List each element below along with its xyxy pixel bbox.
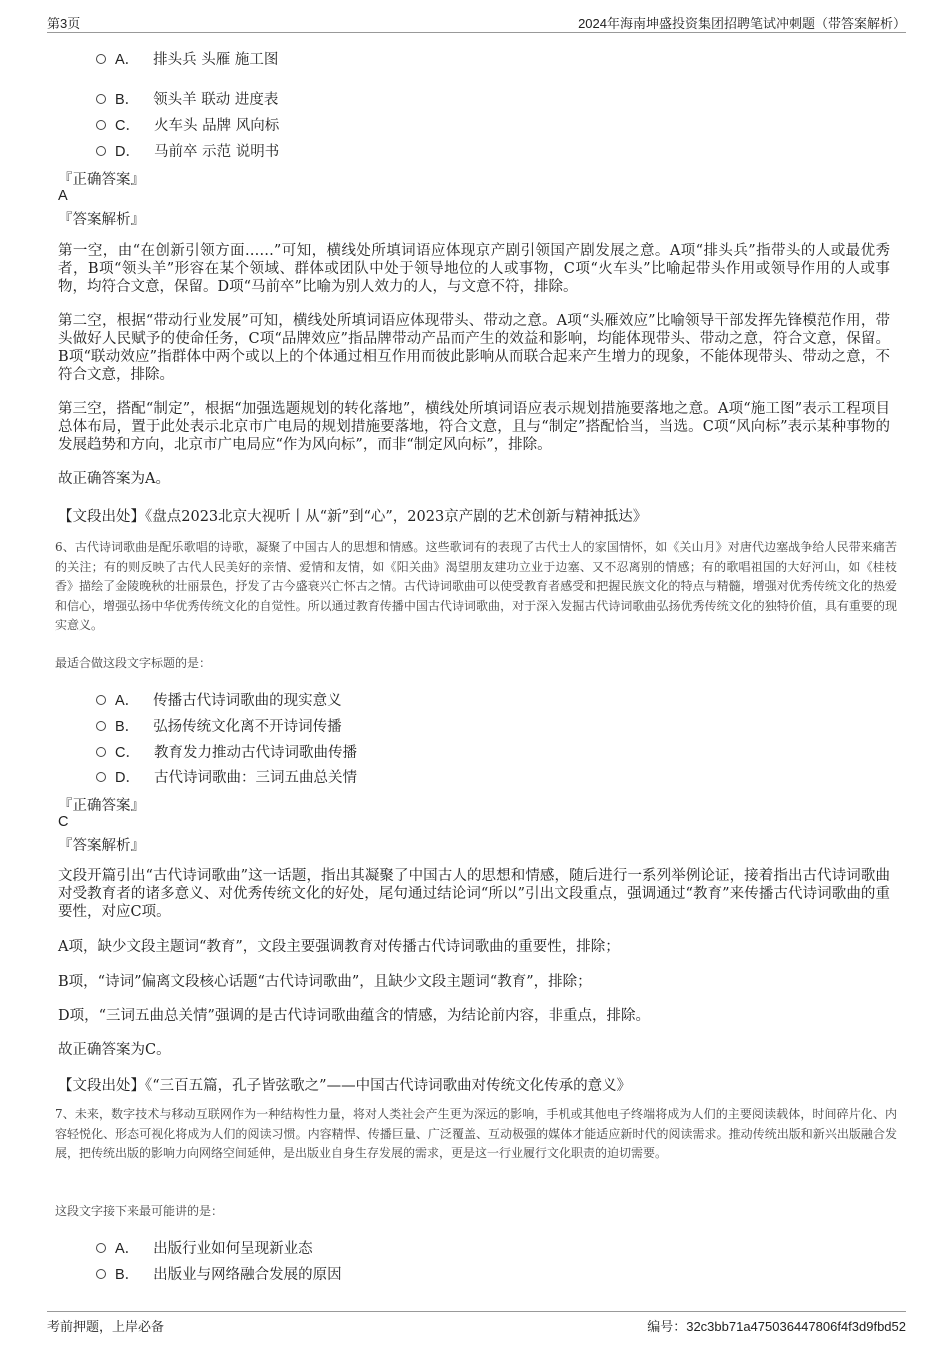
q5-answer-label: 『正确答案』 <box>58 172 145 188</box>
document-id <box>647 1316 906 1335</box>
radio-icon[interactable] <box>96 1243 106 1253</box>
q5-analysis-para-1: 第一空，由“在创新引领方面……”可知，横线处所填词语应体现京产剧引领国产剧发展之意。A项“排头兵”指带头的人或最优秀者，B项“领头羊”形容在某个领域、群体或团队中处于领导地位的人或事物，C项“火车头”比喻起带头作用或领导作用的人或事物，均符合文意，保留。D项“马前卒”比喻为别人效力的人，与文意不符，排除。 <box>58 243 890 295</box>
radio-icon[interactable] <box>96 120 106 130</box>
q6-source: 【文段出处】《“三百五篇，孔子皆弦歌之”——中国古代诗词歌曲对传统文化传承的意义》 <box>58 1078 632 1094</box>
q6-analysis-para-1: 文段开篇引出“古代诗词歌曲”这一话题，指出其凝聚了中国古人的思想和情感，随后进行一系列举例论证，接着指出古代诗词歌曲对受教育者的诸多意义、对优秀传统文化的好处，尾句通过结论词“所以”引出文段重点，强调通过“教育”来传播古代诗词歌曲的重要性，对应C项。 <box>58 868 890 920</box>
q6-stem: 6、古代诗词歌曲是配乐歌唱的诗歌，凝聚了中国古人的思想和情感。这些歌词有的表现了古代士人的家国情怀，如《关山月》对唐代边塞战争给人民带来痛苦的关注；有的则反映了古代人民美好的亲情、爱情和友情，如《阳关曲》渴望朋友建功立业于边塞、又不忍离别的情感；有的歌唱祖国的大好河山，如《桂枝香》描绘了金陵晚秋的壮丽景色，抒发了古今盛衰兴亡怀古之情。古代诗词歌曲可以使受教育者感受和把握民族文化的特点与精髓，增强对优秀传统文化的热爱和信心，增强弘扬中华优秀传统文化的自觉性。所以通过教育传播中国古代诗词歌曲，对于深入发掘古代诗词歌曲弘扬优秀传统文化的独特价值，具有重要的现实意义。 <box>55 540 897 632</box>
q5-option-b[interactable]: B． 领头羊 联动 进度表 <box>96 88 278 108</box>
q5-option-a[interactable]: A． 排头兵 头雁 施工图 <box>96 48 278 68</box>
radio-icon[interactable] <box>96 146 106 156</box>
footer-slogan: 考前押题，上岸必备 <box>47 1320 165 1335</box>
q5-source: 【文段出处】《盘点2023北京大视听丨从“新”到“心”，2023京产剧的艺术创新与精神抵达》 <box>58 509 648 525</box>
q5-analysis-para-2: 第二空，根据“带动行业发展”可知，横线处所填词语应体现带头、带动之意。A项“头雁效应”比喻领导干部发挥先锋模范作用，带头做好人民赋予的使命任务，C项“品牌效应”指品牌带动产品而产生的效益和影响，均能体现带头、带动之意，符合文意，保留。B项“联动效应”指群体中两个或以上的个体通过相互作用而彼此影响从而联合起来产生增力的现象，不能体现带头、带动之意，不符合文意，排除。 <box>58 313 890 383</box>
radio-icon[interactable] <box>96 94 106 104</box>
q5-answer: A <box>58 188 68 204</box>
q7-option-a[interactable]: A． 出版行业如何呈现新业态 <box>96 1237 313 1257</box>
q5-option-c[interactable]: C． 火车头 品牌 风向标 <box>96 114 279 134</box>
q6-ask: 最适合做这段文字标题的是： <box>55 656 212 670</box>
q7-stem: 7、未来，数字技术与移动互联网作为一种结构性力量，将对人类社会产生更为深远的影响，手机或其他电子终端将成为人们的主要阅读载体，时间碎片化、内容轻悦化、形态可视化将成为人们的阅读习惯。内容精悍、传播巨量、广泛覆盖、互动极强的媒体才能适应新时代的阅读需求。推动传统出版和新兴出版融合发展，把传统出版的影响力向网络空间延伸，是出版业自身生存发展的需求，更是这一行业履行文化职责的迫切需要。 <box>55 1107 897 1160</box>
page-header <box>47 10 906 33</box>
q6-option-d[interactable]: D． 古代诗词歌曲：三词五曲总关情 <box>96 766 357 786</box>
document-id-label: 编号： <box>647 1320 687 1335</box>
q5-analysis-para-3: 第三空，搭配“制定”，根据“加强选题规划的转化落地”，横线处所填词语应表示规划措施要落地之意。A项“施工图”表示工程项目总体布局，置于此处表示北京市广电局的规划措施要落地，符合文意，且与“制定”搭配恰当，当选。C项“风向标”表示某种事物的发展趋势和方向，北京市广电局应“作为风向标”，而非“制定风向标”，排除。 <box>58 401 890 453</box>
q6-answer: C <box>58 814 69 830</box>
q6-analysis-conclusion: 故正确答案为C。 <box>58 1042 171 1058</box>
radio-icon[interactable] <box>96 695 106 705</box>
q5-analysis-label: 『答案解析』 <box>58 212 145 228</box>
q5-option-d[interactable]: D． 马前卒 示范 说明书 <box>96 140 279 160</box>
document-id-code: 32c3bb71a475036447806f4f3d9fbd52 <box>686 1319 906 1334</box>
radio-icon[interactable] <box>96 747 106 757</box>
radio-icon[interactable] <box>96 54 106 64</box>
q6-answer-label: 『正确答案』 <box>58 798 145 814</box>
radio-icon[interactable] <box>96 772 106 782</box>
document-title: 2024年海南坤盛投资集团招聘笔试冲刺题（带答案解析） <box>578 16 906 31</box>
radio-icon[interactable] <box>96 721 106 731</box>
q7-option-b[interactable]: B． 出版业与网络融合发展的原因 <box>96 1263 342 1283</box>
page-footer <box>47 1311 906 1334</box>
radio-icon[interactable] <box>96 1269 106 1279</box>
q6-option-a[interactable]: A． 传播古代诗词歌曲的现实意义 <box>96 689 342 709</box>
page-number: 第3页 <box>47 16 81 31</box>
q5-analysis-conclusion: 故正确答案为A。 <box>58 471 170 487</box>
q6-analysis-para-2: A项，缺少文段主题词“教育”，文段主要强调教育对传播古代诗词歌曲的重要性，排除； <box>58 939 620 955</box>
q6-analysis-para-4: D项，“三词五曲总关情”强调的是古代诗词歌曲蕴含的情感，为结论前内容，非重点，排除。 <box>58 1008 650 1024</box>
q7-ask: 这段文字接下来最可能讲的是： <box>55 1204 224 1218</box>
q6-option-c[interactable]: C． 教育发力推动古代诗词歌曲传播 <box>96 741 357 761</box>
q6-option-b[interactable]: B． 弘扬传统文化离不开诗词传播 <box>96 715 342 735</box>
q6-analysis-label: 『答案解析』 <box>58 838 145 854</box>
q6-analysis-para-3: B项，“诗词”偏离文段核心话题“古代诗词歌曲”，且缺少文段主题词“教育”，排除； <box>58 974 592 990</box>
